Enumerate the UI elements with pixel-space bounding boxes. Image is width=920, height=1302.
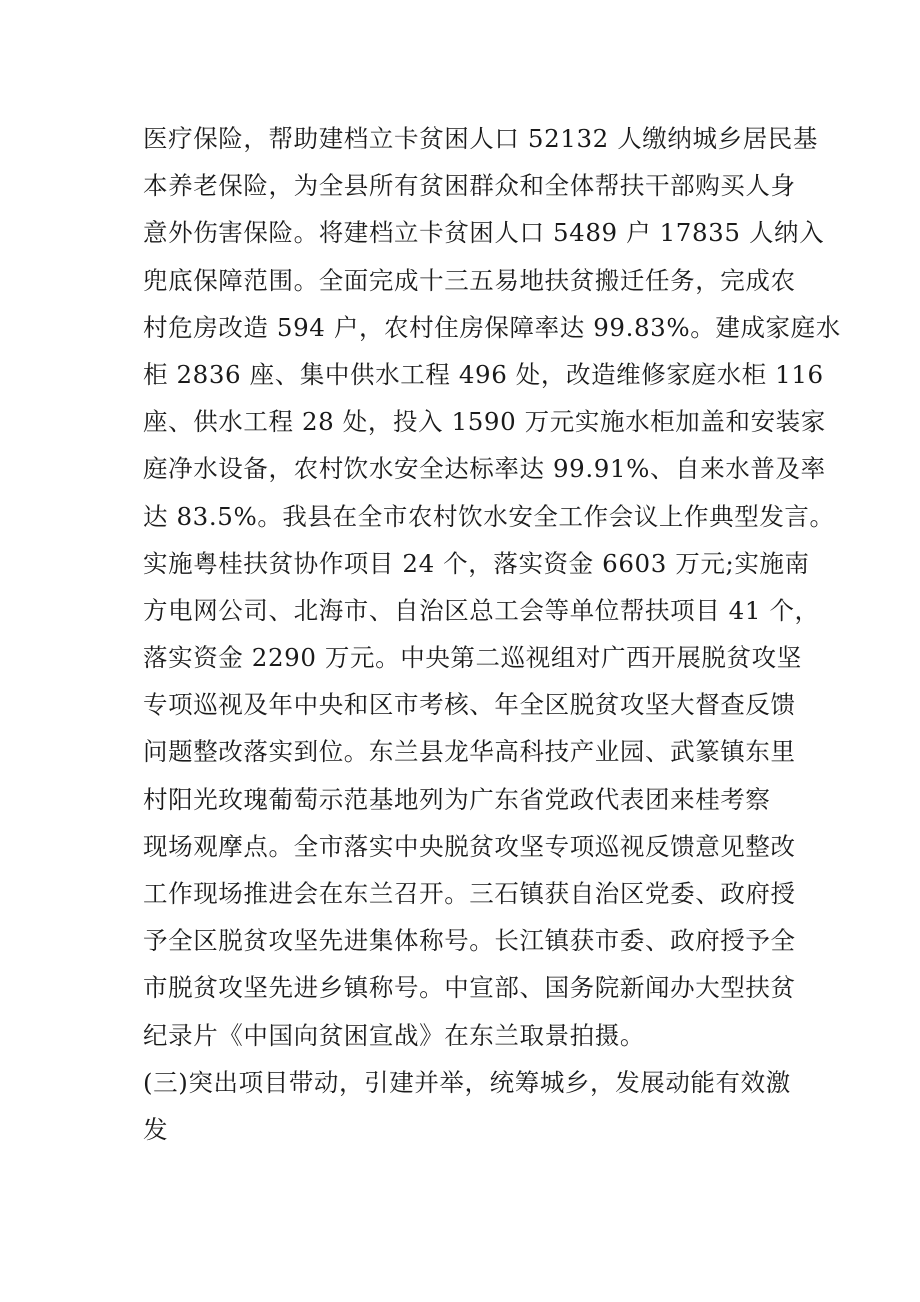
text-line: 市脱贫攻坚先进乡镇称号。中宣部、国务院新闻办大型扶贫 bbox=[143, 973, 796, 1003]
section-heading-line: (三)突出项目带动，引建并举，统筹城乡，发展动能有效激 bbox=[143, 1067, 791, 1097]
text-line: 予全区脱贫攻坚先进集体称号。长江镇获市委、政府授予全 bbox=[143, 926, 796, 956]
text-line: 问题整改落实到位。东兰县龙华高科技产业园、武篆镇东里 bbox=[143, 737, 796, 767]
text-line: 医疗保险，帮助建档立卡贫困人口 52132 人缴纳城乡居民基 bbox=[143, 124, 819, 153]
text-line: 专项巡视及年中央和区市考核、年全区脱贫攻坚大督查反馈 bbox=[143, 690, 796, 720]
text-line: 村危房改造 594 户，农村住房保障率达 99.83%。建成家庭水 bbox=[143, 312, 841, 342]
text-line: 座、供水工程 28 处，投入 1590 万元实施水柜加盖和安装家 bbox=[143, 407, 826, 437]
text-line: 意外伤害保险。将建档立卡贫困人口 5489 户 17835 人纳入 bbox=[143, 218, 825, 248]
text-line: 实施粤桂扶贫协作项目 24 个，落实资金 6603 万元;实施南 bbox=[143, 548, 810, 578]
section-heading-line: 发 bbox=[143, 1114, 169, 1144]
text-line: 庭净水设备，农村饮水安全达标率达 99.91%、自来水普及率 bbox=[143, 454, 826, 484]
body-text bbox=[143, 115, 841, 1153]
text-line: 现场观摩点。全市落实中央脱贫攻坚专项巡视反馈意见整改 bbox=[143, 831, 796, 861]
text-line: 达 83.5%。我县在全市农村饮水安全工作会议上作典型发言。 bbox=[143, 501, 835, 531]
text-line: 落实资金 2290 万元。中央第二巡视组对广西开展脱贫攻坚 bbox=[143, 643, 802, 673]
text-line: 柜 2836 座、集中供水工程 496 处，改造维修家庭水柜 116 bbox=[143, 359, 824, 389]
text-line: 村阳光玫瑰葡萄示范基地列为广东省党政代表团来桂考察 bbox=[143, 784, 771, 814]
text-line: 纪录片《中国向贫困宣战》在东兰取景拍摄。 bbox=[143, 1020, 645, 1050]
text-line: 兜底保障范围。全面完成十三五易地扶贫搬迁任务，完成农 bbox=[143, 265, 796, 295]
text-line: 方电网公司、北海市、自治区总工会等单位帮扶项目 41 个， bbox=[143, 595, 820, 625]
text-line: 工作现场推进会在东兰召开。三石镇获自治区党委、政府授 bbox=[143, 879, 796, 908]
text-line: 本养老保险，为全县所有贫困群众和全体帮扶干部购买人身 bbox=[143, 171, 796, 201]
